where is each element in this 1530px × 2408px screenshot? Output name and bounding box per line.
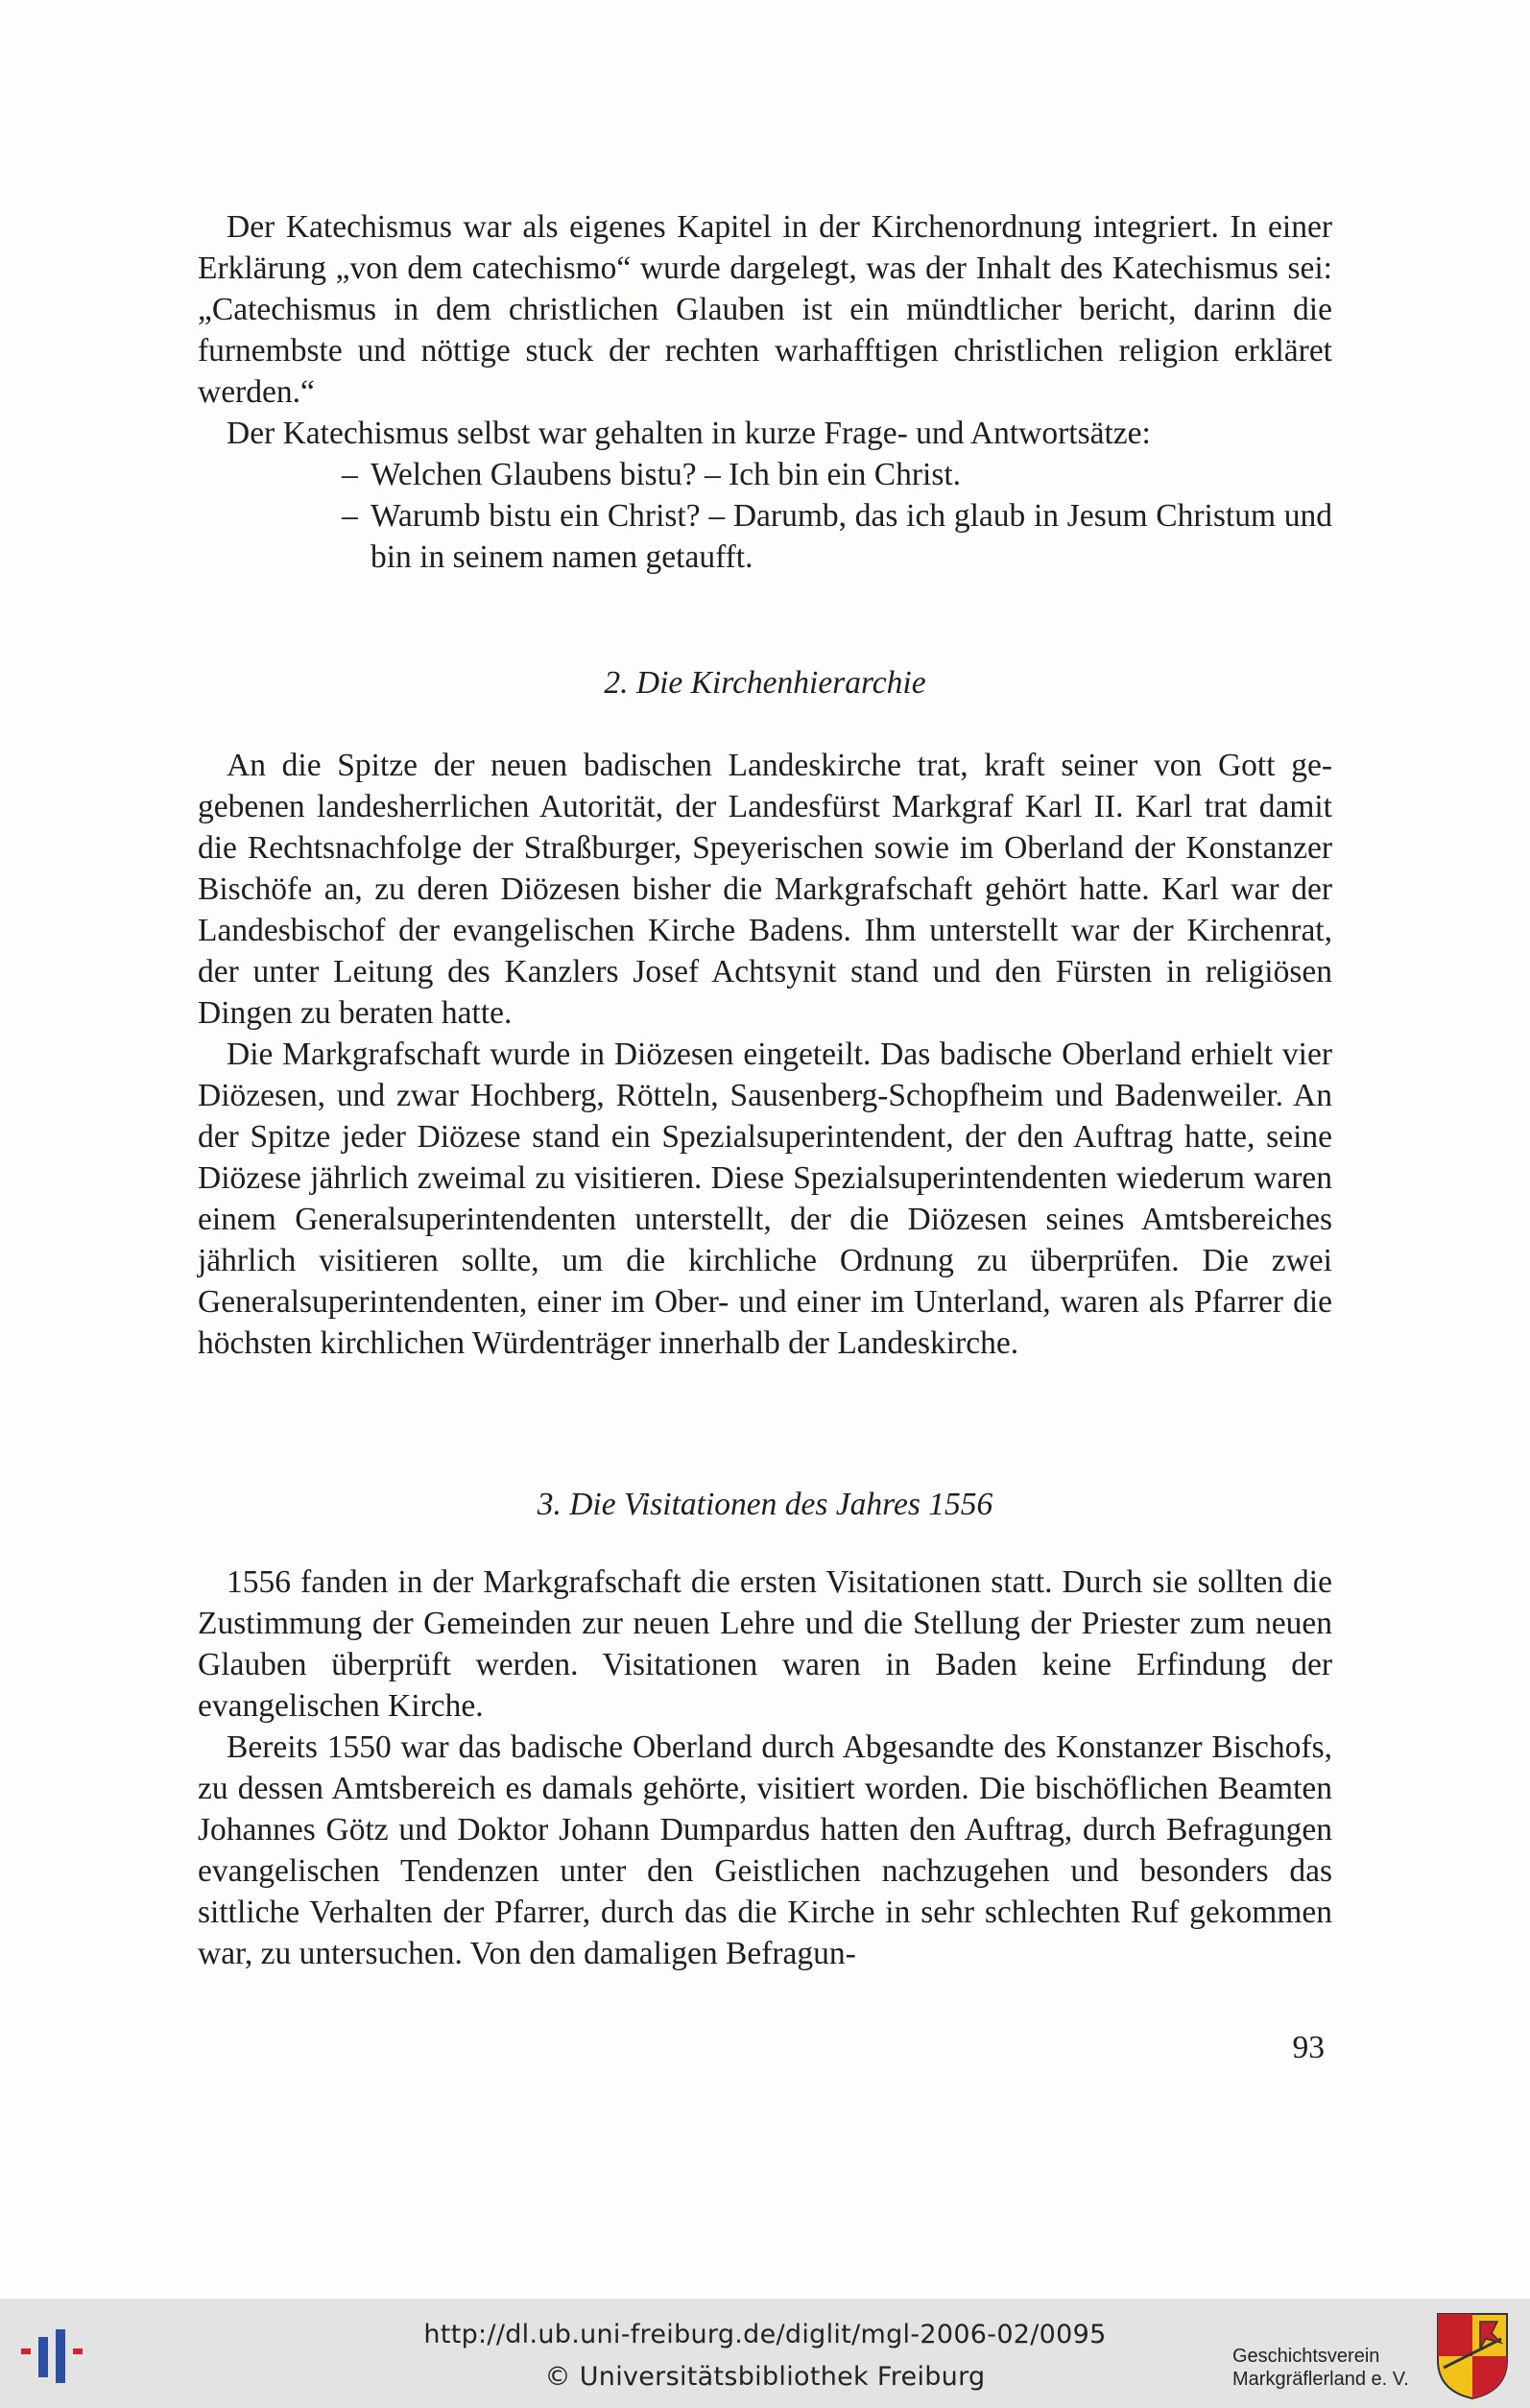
section-catechism [198, 206, 1332, 578]
source-url-link[interactable]: http://dl.ub.uni-freiburg.de/diglit/mgl-2006-02/0095 [423, 2320, 1107, 2349]
paragraph: Der Katechismus selbst war gehalten in kurze Frage- und Antwortsätze: [227, 416, 1151, 451]
paragraph: Die Markgrafschaft wurde in Diözesen eingeteilt. Das badische Oberland erhielt vier Diözesen, und zwar Hochberg, Rötteln, Sausenberg-Schopfheim und Badenweiler. An der Spitze jeder Diözese stand ein Spezialsuperintendent, der den Auftrag hatte, seine Diözese jährlich zweimal zu visitieren. Diese Spezialsuperintendenten wiederum waren einem Generalsuperintendenten unterstellt, der die Diözesen seines Amtsbereiches jährlich visitieren sollte, um die kirchliche Ordnung zu überprüfen. Die zwei Generalsuperintendenten, einer im Ober- und einer im Unterland, waren als Pfarrer die höchsten kirchlichen Würdenträger innerhalb der Landeskirche. [198, 1037, 1332, 1361]
section-heading-visitationen: 3. Die Visitationen des Jahres 1556 [537, 1487, 993, 1522]
list-item: – Welchen Glaubens bistu? – Ich bin ein Christ. [342, 457, 962, 492]
copyright-text: © Universitätsbibliothek Freiburg [544, 2362, 986, 2392]
paragraph: An die Spitze der neuen badischen Landeskirche trat, kraft seiner von Gott gegebenen landesherrlichen Autorität, der Landesfürst Markgraf Karl II. Karl trat damit die Rechtsnachfolge der Straßburger, Speyerischen sowie im Oberland der Konstanzer Bischöfe an, zu deren Diözesen bisher die Markgrafschaft gehört hatte. Karl war der Landesbischof der evangelischen Kirche Badens. Ihm unterstellt war der Kirchenrat, der unter Leitung des Kanzlers Josef Achtsynit stand und den Fürsten in religiösen Dingen zu beraten hatte. [198, 748, 1332, 1031]
list-item: – Warumb bistu ein Christ? – Darumb, das ich glaub in Jesum Christum und bin in seinem namen getaufft. [342, 498, 1332, 575]
society-name: Geschichtsverein Markgräflerland e. V. [1232, 2346, 1409, 2390]
section-visitationen [198, 1562, 1332, 1974]
section-heading-kirchenhierarchie: 2. Die Kirchenhierarchie [604, 665, 926, 701]
coat-of-arms-icon [1434, 2310, 1511, 2400]
footer-bar [0, 2299, 1530, 2408]
paragraph: Der Katechismus war als eigenes Kapitel in der Kirchenordnung integriert. In einer Erklärung „von dem catechismo“ wurde dargelegt, was der Inhalt des Katechismus sei: „Catechismus in dem christlichen Glauben ist ein mündtlicher bericht, darinn die furnembste und nöttige stuck der rechten warhafftigen christlichen religion erkläret werden.“ [198, 209, 1332, 410]
page-number: 93 [1292, 2030, 1325, 2065]
paragraph: Bereits 1550 war das badische Oberland durch Abgesandte des Konstanzer Bischofs, zu dessen Amtsbereich es damals gehörte, visitiert worden. Die bischöflichen Beamten Johannes Götz und Doktor Johann Dumpardus hatten den Auftrag, durch Befragungen evangelischen Tendenzen unter den Geistlichen nachzugehen und besonders das sittliche Verhalten der Pfarrer, durch das die Kirche in sehr schlechten Ruf gekommen war, zu untersuchen. Von den damaligen Befragun- [198, 1729, 1332, 1971]
section-kirchenhierarchie [198, 745, 1332, 1364]
paragraph: 1556 fanden in der Markgrafschaft die ersten Visitationen statt. Durch sie sollten die Zustimmung der Gemeinden zur neuen Lehre und die Stellung der Priester zum neuen Glauben überprüft werden. Visitationen waren in Baden keine Erfindung der evangelischen Kirche. [198, 1564, 1332, 1724]
catechism-list [198, 454, 1332, 578]
